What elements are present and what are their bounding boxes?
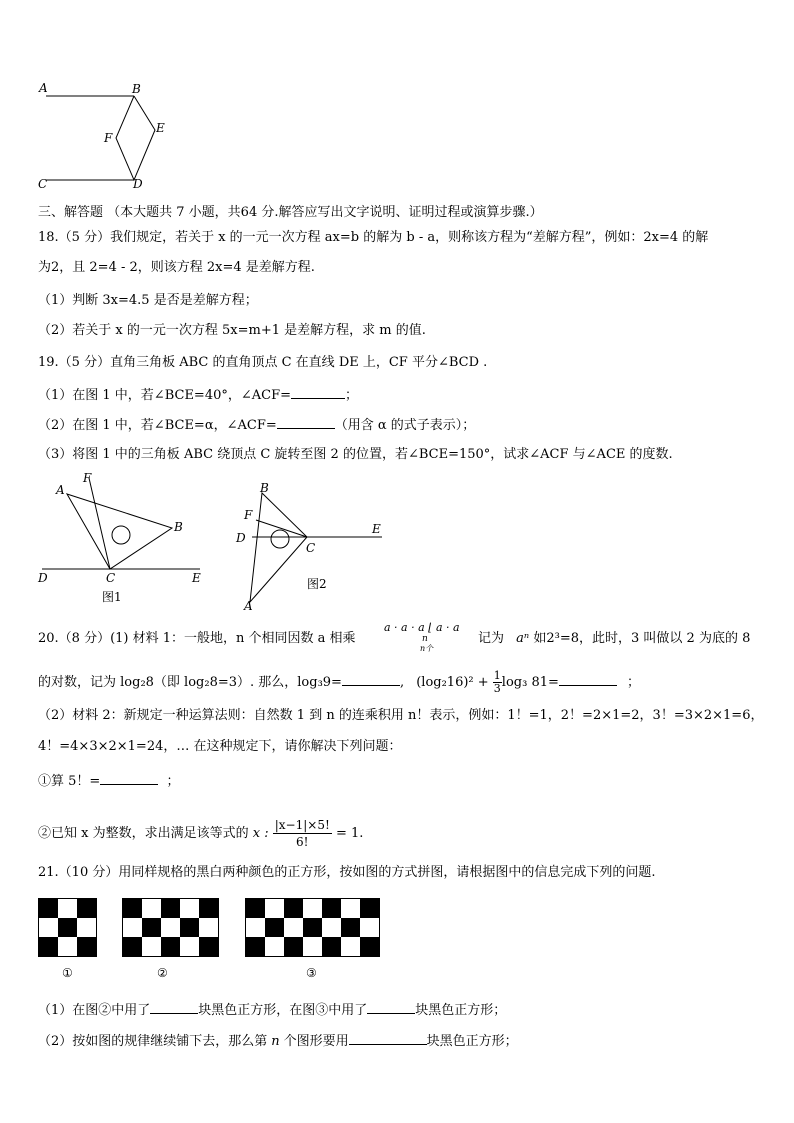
fig1-label-B: B	[174, 520, 183, 534]
q20-material-2b: 4！=4×3×2×1=24，… 在这种规定下，请你解决下列问题：	[38, 739, 402, 754]
pattern-label-3: ③	[306, 966, 317, 980]
q20-sub-2	[38, 817, 363, 850]
fig1-label-C: C	[106, 571, 116, 585]
q21-p2n: n	[271, 1034, 280, 1049]
q20-sub-1	[38, 771, 179, 791]
fig2-label-E: E	[372, 522, 381, 536]
q20-expr: (log₂16)² +	[416, 675, 493, 690]
q20-material-2a: （2）材料 2：新规定一种运算法则：自然数 1 到 n 的连乘积用 n！表示，例如：1！=1，2！=2×1=2，3！=3×2×1=6，	[38, 708, 764, 723]
answer-blank[interactable]	[291, 385, 345, 399]
product-n: n	[422, 634, 428, 644]
q20-stem-b: 记为	[478, 631, 505, 646]
q21-p2b: 个图形要用	[283, 1034, 349, 1049]
label-A: A	[39, 81, 48, 95]
q20-an: aⁿ	[516, 631, 530, 646]
pattern-label-1: ①	[62, 966, 73, 980]
q19-part-1	[38, 385, 358, 405]
q21-stem: 21.（10 分）用同样规格的黑白两种颜色的正方形，按如图的方式拼图，请根据图中的信息完成下列的问题.	[38, 865, 656, 880]
fig2-label-F: F	[244, 508, 253, 522]
q20-s2x: x :	[252, 826, 269, 841]
q19-p1-end: ；	[345, 388, 359, 403]
answer-blank[interactable]	[277, 415, 335, 429]
answer-blank[interactable]	[150, 1000, 198, 1014]
q20-s2-num: |x−1|×5!	[274, 818, 330, 832]
q20-expr2: log₃ 81=	[501, 675, 559, 690]
q18-part-2: （2）若关于 x 的一元一次方程 5x=m+1 是差解方程，求 m 的值.	[38, 323, 426, 338]
q20-stem-a: 20.（8 分）(1) 材料 1：一般地，n 个相同因数 a 相乘	[38, 631, 356, 646]
q20-pow: 2³=8	[546, 631, 579, 646]
label-E: E	[156, 121, 165, 135]
answer-blank[interactable]	[367, 1000, 415, 1014]
q20-frac-den: 3	[493, 682, 501, 695]
q20-stem-c: 如	[533, 631, 547, 646]
answer-blank[interactable]	[342, 672, 400, 686]
q19-p2-end: （用含 α 的式子表示）；	[334, 418, 476, 433]
fig1-label-E: E	[192, 571, 201, 585]
q21-p2c: 块黑色正方形；	[426, 1034, 518, 1049]
q19-part-3: （3）将图 1 中的三角板 ABC 绕顶点 C 旋转至图 2 的位置，若∠BCE=150°，试求∠ACF 与∠ACE 的度数.	[38, 447, 673, 462]
label-F: F	[104, 131, 113, 145]
top-geometry-figure	[30, 80, 180, 192]
fig2-label-D: D	[236, 531, 246, 545]
pattern-1	[38, 898, 97, 957]
q20-stem-d: ，此时，3 叫做以 2 为底的 8	[579, 631, 751, 646]
q20-frac-num: 1	[493, 669, 501, 682]
q18-part-1: （1）判断 3x=4.5 是否是差解方程；	[38, 293, 258, 308]
q20-stem-rest	[478, 630, 750, 648]
q20-fraction	[493, 670, 502, 695]
q21-part-1	[38, 1000, 506, 1020]
section-title: 三、解答题 （本大题共 7 小题，共64 分.解答应写出文字说明、证明过程或演算步骤.）	[38, 205, 543, 220]
q20-stem	[38, 630, 356, 648]
q20-s1-end: ；	[166, 774, 180, 789]
pattern-2	[122, 898, 219, 957]
label-C: C	[38, 177, 48, 191]
q20-s1: ①算 5！=	[38, 774, 101, 789]
q19-p1-text: （1）在图 1 中，若∠BCE=40°，∠ACF=	[38, 388, 292, 403]
product-top: a · a · a ⌊ a · a	[384, 621, 460, 634]
pattern-label-2: ②	[157, 966, 168, 980]
fig2-label-A: A	[244, 599, 253, 613]
q20-s2: ②已知 x 为整数，求出满足该等式的	[38, 826, 249, 841]
q18-stem-2: 为2，且 2=4 - 2，则该方程 2x=4 是差解方程.	[38, 260, 315, 275]
q20-end: ；	[627, 675, 641, 690]
q21-p1a: （1）在图②中用了	[38, 1003, 151, 1018]
fig2-caption: 图2	[307, 577, 327, 591]
label-B: B	[132, 82, 141, 96]
product-notation	[384, 621, 474, 655]
pattern-3	[245, 898, 380, 957]
q18-stem-1: 18.（5 分）我们规定，若关于 x 的一元一次方程 ax=b 的解为 b - a，则称该方程为“差解方程”，例如：2x=4 的解	[38, 230, 709, 245]
answer-blank[interactable]	[559, 672, 617, 686]
q19-stem: 19.（5 分）直角三角板 ABC 的直角顶点 C 在直线 DE 上，CF 平分∠BCD .	[38, 355, 488, 370]
figure-1	[32, 472, 217, 612]
label-D: D	[133, 177, 143, 191]
figure-2	[230, 478, 390, 613]
fig1-label-F: F	[83, 472, 92, 485]
q20-line2-text: 的对数，记为 log₂8（即 log₂8=3）. 那么，log₃9=	[38, 675, 342, 690]
q20-s2-den: 6!	[296, 835, 309, 849]
fig2-label-C: C	[306, 541, 316, 555]
fig1-label-A: A	[56, 483, 65, 497]
q19-part-2	[38, 415, 475, 435]
q20-s2-eq: = 1.	[335, 826, 364, 841]
answer-blank[interactable]	[100, 771, 158, 785]
product-sub: n个	[420, 644, 434, 653]
fig2-label-B: B	[260, 481, 269, 495]
q20-line-2: 的对数，记为 log₂8（即 log₂8=3）. 那么，log₃9= , (log₂16)² + $\frac{1}{3}$ log₃ 81= ；	[38, 669, 641, 695]
q20-s2-fraction	[273, 817, 332, 850]
q21-part-2	[38, 1031, 518, 1051]
q21-p1b: 块黑色正方形，在图③中用了	[198, 1003, 368, 1018]
q19-p2-text: （2）在图 1 中，若∠BCE=α，∠ACF=	[38, 418, 277, 433]
q21-p2a: （2）按如图的规律继续铺下去，那么第	[38, 1034, 268, 1049]
answer-blank[interactable]	[349, 1031, 427, 1045]
fig1-label-D: D	[38, 571, 48, 585]
q21-p1c: 块黑色正方形；	[415, 1003, 507, 1018]
fig1-caption: 图1	[102, 590, 122, 604]
